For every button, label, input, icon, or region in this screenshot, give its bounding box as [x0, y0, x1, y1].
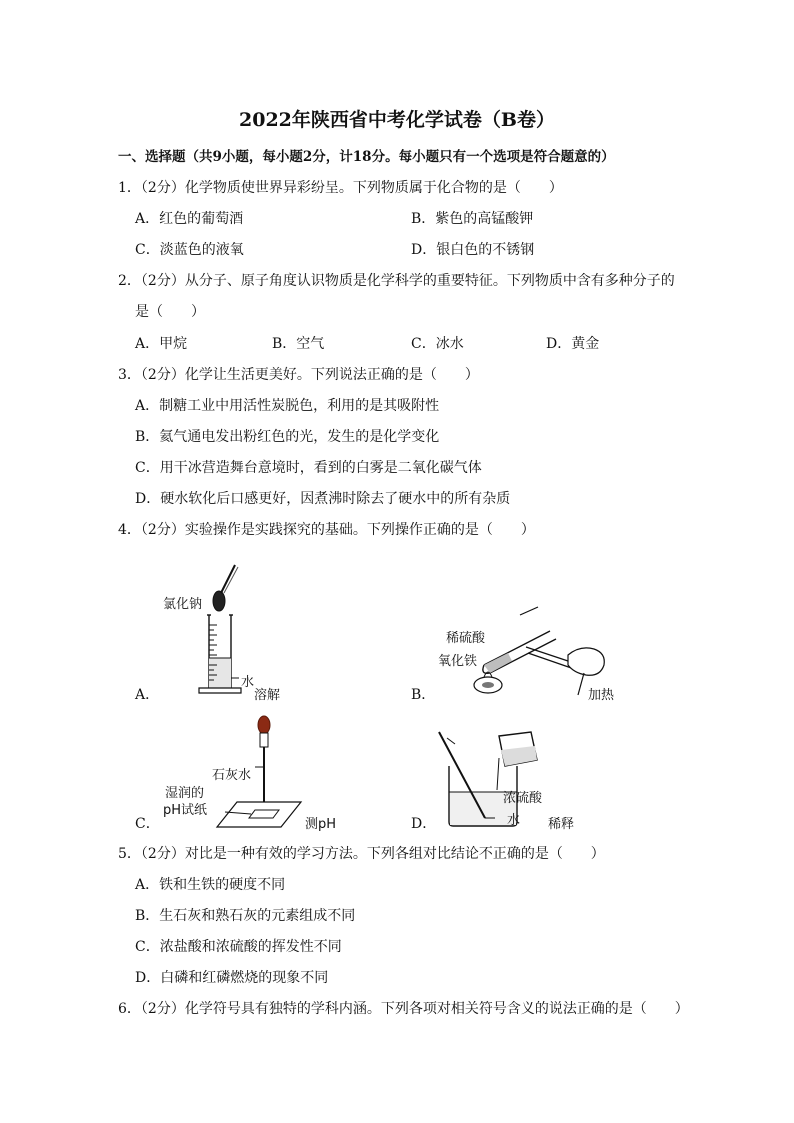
figure-d-caption: 稀释	[548, 817, 575, 832]
question-6-stem: 6．（2分）化学符号具有独特的学科内涵。下列各项对相关符号含义的说法正确的是（ ）	[118, 1001, 689, 1017]
question-2-option-d: D．黄金	[546, 336, 600, 352]
figure-d-letter: D．	[411, 816, 437, 832]
figure-c-paper-label-1: 湿润的	[165, 786, 205, 801]
question-1-option-b: B．紫色的高锰酸钾	[411, 211, 534, 227]
question-1-option-c: C．淡蓝色的液氧	[135, 242, 244, 258]
figure-d-reagent-label: 浓硫酸	[503, 791, 543, 806]
question-5-option-c: C．浓盐酸和浓硫酸的挥发性不同	[135, 939, 342, 955]
question-2-stem: 2．（2分）从分子、原子角度认识物质是化学科学的重要特征。下列物质中含有多种分子的	[118, 273, 675, 289]
question-1-stem: 1．（2分）化学物质使世界异彩纷呈。下列物质属于化合物的是（ ）	[118, 180, 563, 196]
question-3-stem: 3．（2分）化学让生活更美好。下列说法正确的是（ ）	[118, 367, 479, 383]
figure-b-letter: B．	[411, 687, 436, 703]
figure-a-liquid-label: 水	[241, 675, 255, 690]
question-4-stem: 4．（2分）实验操作是实践探究的基础。下列操作正确的是（ ）	[118, 522, 535, 538]
question-2-option-a: A．甲烷	[135, 336, 188, 352]
question-5-stem: 5．（2分）对比是一种有效的学习方法。下列各组对比结论不正确的是（ ）	[118, 846, 605, 862]
question-2-stem-cont: 是（ ）	[135, 304, 205, 320]
figure-c-caption: 测pH	[305, 817, 337, 832]
question-1-option-a: A．红色的葡萄酒	[135, 211, 244, 227]
figure-b-caption: 加热	[588, 688, 615, 703]
question-3-option-c: C．用干冰营造舞台意境时，看到的白雾是二氧化碳气体	[135, 460, 482, 476]
page-title: 2022年陕西省中考化学试卷（B卷）	[239, 109, 555, 131]
figure-c-paper-label-2: pH试纸	[163, 803, 208, 818]
figure-b-reagent1-label: 稀硫酸	[446, 631, 486, 646]
figure-c-letter: C．	[135, 816, 160, 832]
figure-a-caption: 溶解	[254, 688, 281, 703]
figure-a-letter: A．	[135, 687, 160, 703]
figure-c-reagent-label: 石灰水	[212, 768, 252, 783]
section-heading: 一、选择题（共9小题，每小题2分，计18分。每小题只有一个选项是符合题意的）	[118, 149, 615, 165]
question-1-option-d: D．银白色的不锈钢	[411, 242, 535, 258]
question-2-option-c: C．冰水	[411, 336, 464, 352]
figure-a-reagent-label: 氯化钠	[163, 597, 203, 612]
question-5-option-b: B．生石灰和熟石灰的元素组成不同	[135, 908, 356, 924]
question-2-option-b: B．空气	[272, 336, 325, 352]
figure-d-liquid-label: 水	[507, 813, 521, 828]
question-3-option-d: D．硬水软化后口感更好，因煮沸时除去了硬水中的所有杂质	[135, 491, 511, 507]
question-3-option-b: B．氦气通电发出粉红色的光，发生的是化学变化	[135, 429, 440, 445]
question-5-option-a: A．铁和生铁的硬度不同	[135, 877, 286, 893]
question-3-option-a: A．制糖工业中用活性炭脱色，利用的是其吸附性	[135, 398, 440, 414]
figure-b-reagent2-label: 氧化铁	[438, 654, 478, 669]
beaker-dilution-drawing	[435, 730, 545, 830]
question-5-option-d: D．白磷和红磷燃烧的现象不同	[135, 970, 329, 986]
